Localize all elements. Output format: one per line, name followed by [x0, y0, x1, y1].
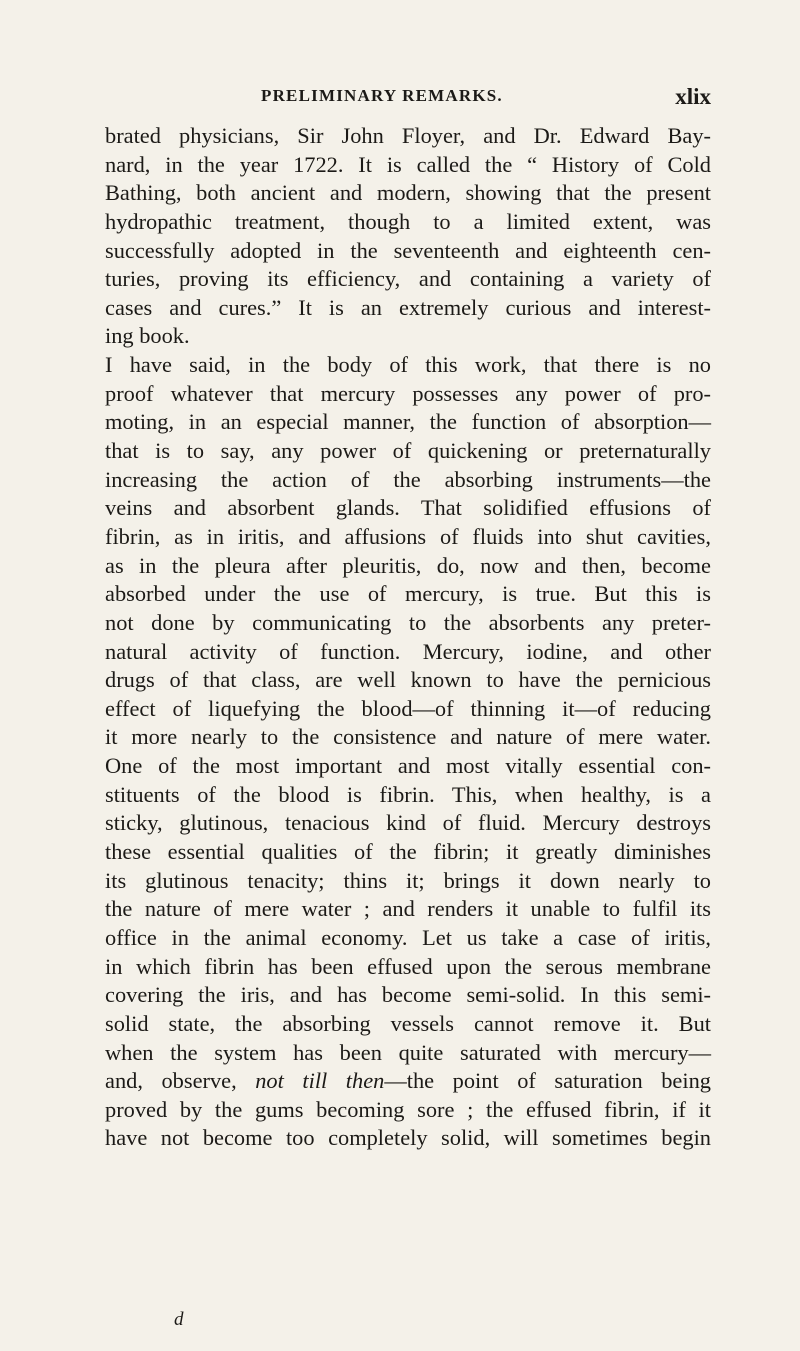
body-text [105, 122, 711, 1153]
text-line: solid state, the absorbing vessels cannot remove it. But [105, 1010, 711, 1036]
text-line: Bathing, both ancient and modern, showing that the present [105, 180, 711, 206]
text-line: the nature of mere water ; and renders it unable to fulfil its [105, 896, 711, 922]
text-line: its glutinous tenacity; thins it; brings it down nearly to [105, 867, 711, 893]
text-line: not done by communicating to the absorbents any preter- [105, 609, 711, 635]
text-line: increasing the action of the absorbing instruments—the [105, 466, 711, 492]
text-line: ing book. [105, 323, 190, 349]
text-run: and, observe, [105, 1068, 256, 1094]
text-line: One of the most important and most vitally essential con- [105, 753, 711, 779]
text-line: it more nearly to the consistence and nature of mere water. [105, 724, 711, 750]
text-line: proof whatever that mercury possesses any power of pro- [105, 380, 711, 406]
text-line: hydropathic treatment, though to a limited extent, was [105, 208, 711, 234]
text-line: effect of liquefying the blood—of thinning it—of reducing [105, 695, 711, 721]
text-line: veins and absorbent glands. That solidified effusions of [105, 495, 711, 521]
text-line: stituents of the blood is fibrin. This, when healthy, is a [105, 781, 711, 807]
text-line: cases and cures.” It is an extremely curious and interest- [105, 294, 711, 320]
text-line: these essential qualities of the fibrin; it greatly diminishes [105, 839, 711, 865]
text-line: in which fibrin has been effused upon the serous membrane [105, 953, 711, 979]
text-line: drugs of that class, are well known to have the pernicious [105, 667, 711, 693]
text-line: sticky, glutinous, tenacious kind of fluid. Mercury destroys [105, 810, 711, 836]
page-number: xlix [675, 84, 711, 109]
text-line: proved by the gums becoming sore ; the effused fibrin, if it [105, 1096, 711, 1122]
running-title: PRELIMINARY REMARKS. [261, 86, 503, 105]
text-line: nard, in the year 1722. It is called the “ History of Cold [105, 151, 711, 177]
text-line: fibrin, as in iritis, and affusions of fluids into shut cavities, [105, 523, 711, 549]
text-line: have not become too completely solid, will sometimes begin [105, 1125, 711, 1151]
text-run: —the point of saturation being [384, 1068, 711, 1094]
text-line: as in the pleura after pleuritis, do, now and then, become [105, 552, 711, 578]
text-line: turies, proving its efficiency, and containing a variety of [105, 266, 711, 292]
text-line: brated physicians, Sir John Floyer, and Dr. Edward Bay- [105, 123, 711, 148]
text-line: successfully adopted in the seventeenth and eighteenth cen- [105, 237, 711, 263]
running-head [105, 84, 711, 114]
emphasis-text: not till then [255, 1068, 385, 1094]
text-line: office in the animal economy. Let us take a case of iritis, [105, 924, 711, 950]
text-line: absorbed under the use of mercury, is true. But this is [105, 581, 711, 607]
text-line: natural activity of function. Mercury, iodine, and other [105, 638, 711, 664]
text-line-mixed [105, 1067, 711, 1096]
text-line: that is to say, any power of quickening or preternaturally [105, 438, 711, 464]
text-line: moting, in an especial manner, the function of absorption— [105, 409, 711, 435]
text-line: when the system has been quite saturated with mercury— [105, 1039, 711, 1065]
text-line: I have said, in the body of this work, that there is no [105, 352, 711, 378]
signature-mark: d [174, 1309, 184, 1330]
text-line: covering the iris, and has become semi-solid. In this semi- [105, 982, 711, 1008]
